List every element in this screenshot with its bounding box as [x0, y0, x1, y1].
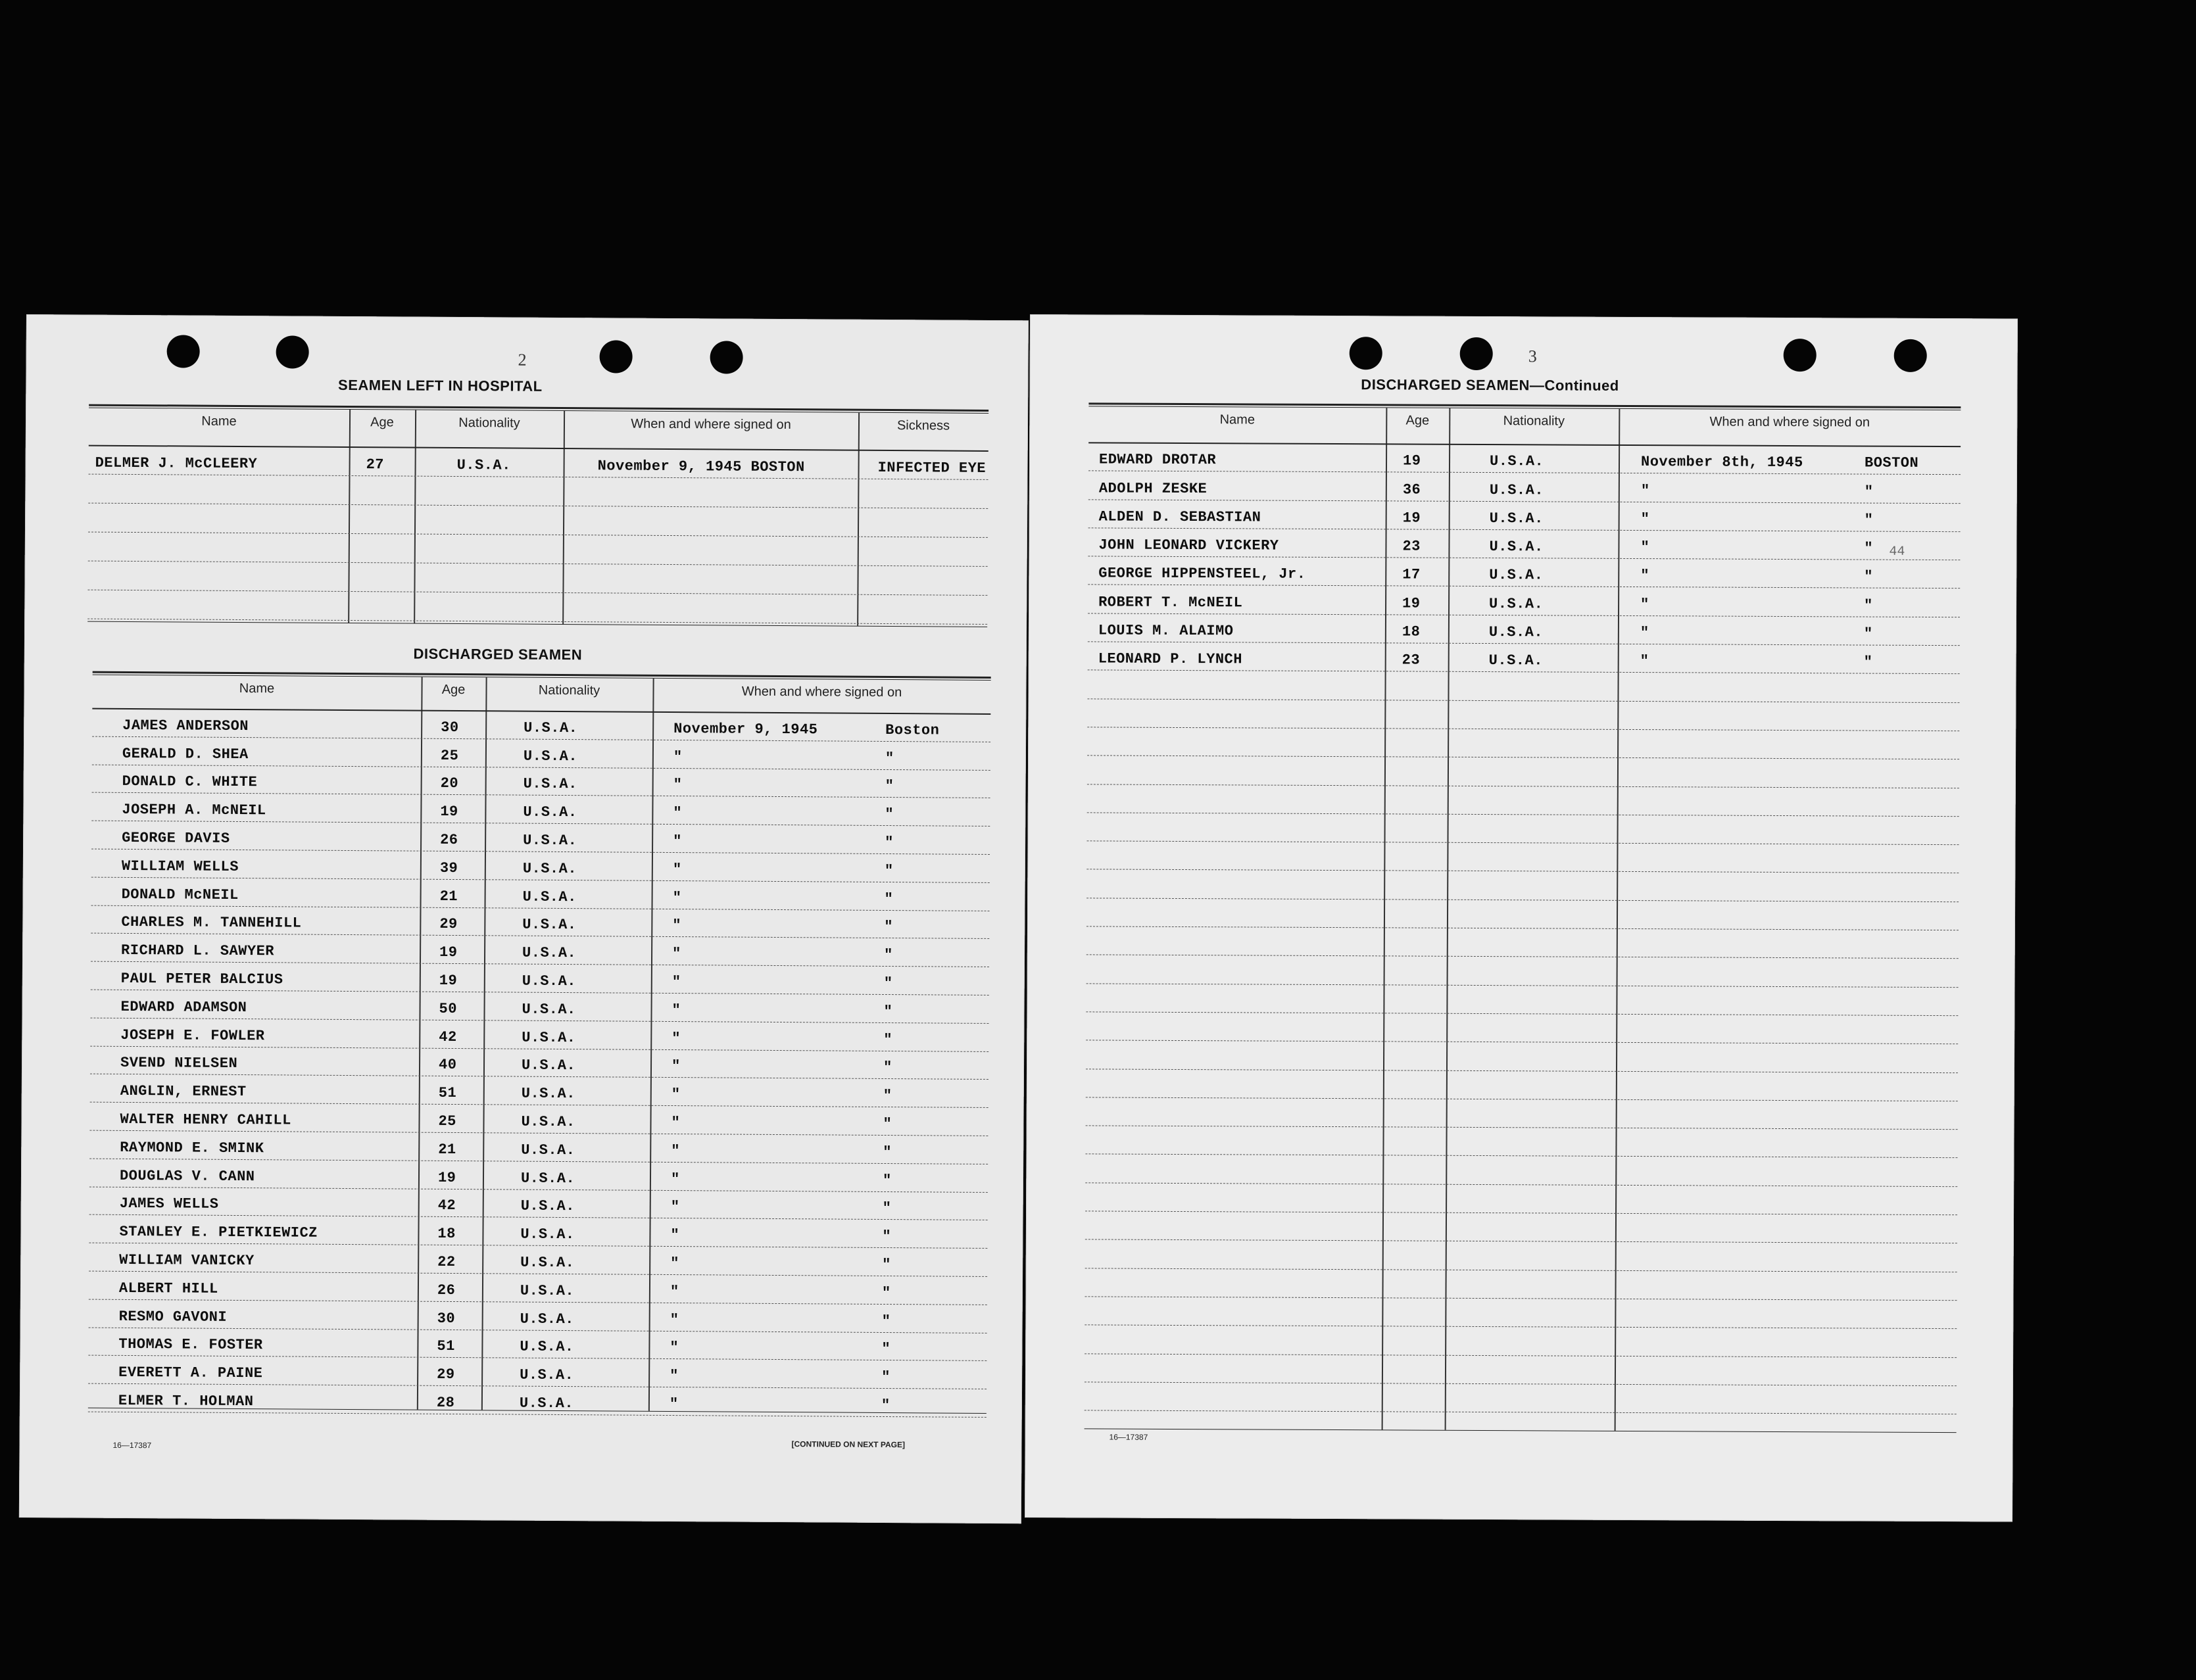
seaman-nationality: U.S.A. — [523, 748, 578, 765]
seaman-name: GEORGE HIPPENSTEEL, Jr. — [1098, 565, 1306, 583]
seaman-nationality: U.S.A. — [1489, 567, 1544, 584]
continued-note: [CONTINUED ON NEXT PAGE] — [791, 1439, 906, 1450]
signed-on-place: " — [881, 1312, 891, 1330]
signed-on-place: " — [883, 1088, 892, 1105]
seaman-name: GERALD D. SHEA — [122, 745, 249, 763]
table-row — [1087, 727, 1959, 759]
signed-on-place: " — [882, 1200, 892, 1217]
signed-on-date: " — [1640, 567, 1650, 585]
seaman-name: JOSEPH A. McNEIL — [122, 802, 266, 819]
seaman-age: 26 — [437, 1282, 456, 1299]
seaman-name: RAYMOND E. SMINK — [120, 1139, 264, 1157]
signed-on-place: " — [883, 1059, 892, 1076]
table-row — [1088, 585, 1960, 617]
seaman-name: JAMES ANDERSON — [122, 717, 249, 734]
discharged-continued-table — [1085, 402, 1961, 1432]
seaman-age: 51 — [438, 1085, 457, 1102]
seaman-nationality: U.S.A. — [520, 1254, 575, 1272]
signed-on-place: " — [883, 1031, 893, 1048]
seaman-nationality: U.S.A. — [520, 1226, 575, 1243]
signed-on-date: " — [673, 777, 683, 794]
seaman-name: WILLIAM VANICKY — [119, 1251, 255, 1270]
signed-on-date: November 9, 1945 — [673, 720, 818, 738]
seaman-age: 42 — [437, 1197, 456, 1214]
table-row — [1086, 1068, 1958, 1101]
seaman-nationality: U.S.A. — [521, 1141, 575, 1159]
signed-on-place: Boston — [885, 721, 940, 739]
table-row — [1087, 812, 1959, 845]
seaman-nationality: U.S.A. — [1489, 595, 1544, 613]
seaman-name: ANGLIN, ERNEST — [120, 1083, 247, 1101]
seaman-age: 42 — [439, 1028, 457, 1045]
table-row — [1086, 1011, 1958, 1044]
column-header: Name — [239, 681, 275, 696]
seaman-age: 29 — [437, 1366, 455, 1383]
seaman-nationality: U.S.A. — [524, 719, 578, 736]
form-number: 16—17387 — [1109, 1432, 1148, 1442]
signed-on-date: " — [1640, 625, 1649, 642]
seaman-name: EDWARD ADAMSON — [120, 998, 247, 1016]
table-row — [1086, 869, 1959, 902]
sickness: INFECTED EYE — [877, 459, 987, 477]
seaman-name: DONALD C. WHITE — [122, 773, 258, 791]
column-header: Age — [1405, 413, 1430, 428]
table-row — [1086, 926, 1959, 959]
signed-on-place: " — [882, 1228, 892, 1245]
right-page — [1025, 314, 2018, 1522]
signed-on-place: " — [881, 1341, 891, 1358]
signed-on-date: " — [672, 889, 682, 906]
seaman-age: 21 — [438, 1141, 456, 1158]
table-row — [1088, 527, 1960, 560]
table-row — [1087, 670, 1959, 703]
seaman-age: 22 — [437, 1253, 456, 1270]
table-row — [1087, 698, 1959, 731]
column-header: Sickness — [896, 418, 950, 433]
signed-on-date: " — [669, 1395, 679, 1413]
table-top-rule — [93, 671, 991, 681]
table-row — [1088, 613, 1960, 646]
seaman-nationality: U.S.A. — [520, 1198, 575, 1215]
seaman-nationality: U.S.A. — [456, 457, 511, 474]
seaman-nationality: U.S.A. — [523, 804, 577, 821]
signed-on-date: " — [671, 1058, 681, 1075]
seaman-age: 40 — [438, 1057, 457, 1074]
margin-mark: 44 — [1889, 544, 1905, 560]
seaman-name: JAMES WELLS — [119, 1195, 219, 1213]
seaman-name: DOUGLAS V. CANN — [119, 1167, 255, 1185]
signed-on-place: " — [884, 862, 894, 879]
seaman-age: 50 — [439, 1000, 458, 1017]
seaman-name: CHARLES M. TANNEHILL — [121, 914, 302, 932]
seaman-age: 28 — [436, 1394, 455, 1411]
seaman-age: 30 — [441, 719, 459, 736]
seaman-nationality: U.S.A. — [520, 1366, 574, 1384]
table-row — [1086, 898, 1959, 930]
signed-on-date: " — [670, 1283, 679, 1300]
seaman-nationality: U.S.A. — [522, 1001, 576, 1018]
signed-on-place: " — [885, 834, 894, 852]
signed-on-date: " — [670, 1311, 679, 1328]
page-number: 2 — [518, 350, 527, 370]
column-header: When and where signed on — [1709, 414, 1870, 430]
table-row — [1086, 841, 1959, 874]
seaman-nationality: U.S.A. — [521, 1057, 576, 1074]
seaman-age: 17 — [1402, 566, 1421, 584]
seaman-nationality: U.S.A. — [522, 888, 577, 905]
seaman-name: RICHARD L. SAWYER — [121, 942, 275, 960]
signed-on-place: " — [883, 1003, 893, 1020]
table-row — [1085, 1239, 1957, 1272]
signed-on-date: " — [672, 861, 682, 878]
seaman-nationality: U.S.A. — [1489, 453, 1544, 470]
seaman-nationality: U.S.A. — [521, 1085, 576, 1103]
seaman-name: ADOLPH ZESKE — [1098, 480, 1208, 497]
seaman-nationality: U.S.A. — [522, 917, 577, 934]
signed-on-place: " — [885, 750, 894, 767]
seaman-name: EDWARD DROTAR — [1098, 451, 1217, 469]
signed-on-date: " — [672, 946, 681, 963]
seaman-age: 23 — [1402, 538, 1421, 555]
seaman-age: 27 — [366, 456, 385, 473]
column-header: Nationality — [458, 416, 520, 431]
seaman-age: 29 — [439, 916, 458, 933]
signed-on-place: " — [1863, 625, 1873, 642]
signed-on-place: " — [885, 806, 894, 823]
table-row — [1088, 499, 1961, 532]
seaman-age: 23 — [1402, 652, 1421, 669]
signed-on-place: " — [1864, 569, 1874, 586]
table-row — [1085, 1296, 1957, 1329]
signed-on-date: " — [673, 805, 683, 822]
table-row — [1085, 1325, 1957, 1358]
table-top-rule — [1088, 402, 1961, 410]
seaman-name: RESMO GAVONI — [118, 1308, 228, 1326]
seaman-name: JOHN LEONARD VICKERY — [1098, 537, 1279, 554]
table-row — [1087, 756, 1959, 788]
seaman-nationality: U.S.A. — [1489, 510, 1544, 527]
table-row — [1086, 955, 1959, 988]
seaman-age: 18 — [1402, 623, 1421, 640]
column-header: When and where signed on — [741, 684, 902, 700]
signed-on-place: " — [1864, 597, 1873, 614]
signed-on-date: " — [671, 974, 681, 991]
seaman-age: 19 — [439, 972, 458, 990]
seaman-age: 25 — [438, 1113, 456, 1130]
table-row — [1086, 983, 1958, 1016]
seaman-nationality: U.S.A. — [523, 776, 577, 793]
seaman-age: 30 — [437, 1310, 456, 1327]
seaman-name: WILLIAM WELLS — [121, 857, 239, 875]
seaman-name: JOSEPH E. FOWLER — [120, 1026, 265, 1044]
signed-on-date: " — [671, 1114, 681, 1132]
column-header: Age — [441, 682, 466, 698]
signed-on-place: " — [1864, 512, 1874, 529]
seaman-name: ALBERT HILL — [118, 1280, 218, 1297]
table-row — [1086, 1097, 1958, 1130]
seaman-nationality: U.S.A. — [522, 1029, 576, 1046]
table-row — [1088, 641, 1960, 674]
signed-on-date: " — [670, 1255, 679, 1272]
punch-hole — [1460, 337, 1493, 370]
left-page — [19, 314, 1029, 1524]
punch-hole — [710, 341, 743, 373]
seaman-nationality: U.S.A. — [520, 1339, 574, 1356]
seaman-age: 19 — [1402, 452, 1421, 469]
seaman-name: GEORGE DAVIS — [122, 829, 230, 847]
discharged-section-title: DISCHARGED SEAMEN — [413, 645, 583, 663]
seaman-nationality: U.S.A. — [520, 1170, 575, 1187]
seaman-name: DELMER J. McCLEERY — [95, 454, 258, 473]
seaman-nationality: U.S.A. — [520, 1310, 574, 1328]
punch-hole — [599, 340, 632, 373]
signed-on-date: " — [1640, 510, 1650, 528]
punch-hole — [276, 335, 309, 368]
signed-on-place: " — [1863, 654, 1873, 671]
signed-on-date: " — [670, 1368, 679, 1385]
signed-on-place: " — [885, 778, 894, 795]
seaman-name: EVERETT A. PAINE — [118, 1364, 263, 1382]
seaman-age: 26 — [440, 831, 458, 849]
table-row — [1085, 1182, 1957, 1215]
signed-on-place: BOSTON — [1864, 454, 1919, 472]
signed-on-place: " — [882, 1256, 891, 1274]
signed-on-date: " — [671, 1142, 681, 1159]
hospital-section-title: SEAMEN LEFT IN HOSPITAL — [337, 376, 543, 395]
table-row — [1088, 471, 1961, 504]
seaman-name: ALDEN D. SEBASTIAN — [1098, 508, 1261, 526]
seaman-name: SVEND NIELSEN — [120, 1055, 238, 1072]
column-header: Name — [1219, 412, 1256, 427]
hospital-table — [87, 404, 988, 627]
signed-on-place: " — [1864, 483, 1874, 500]
seaman-age: 19 — [437, 1169, 456, 1186]
signed-on-date: " — [670, 1339, 679, 1356]
seaman-nationality: U.S.A. — [520, 1282, 575, 1299]
signed-on-place: " — [881, 1369, 891, 1386]
seaman-nationality: U.S.A. — [523, 832, 577, 850]
signed-on-place: " — [884, 890, 894, 907]
signed-on-date: " — [670, 1170, 680, 1188]
seaman-nationality: U.S.A. — [1489, 539, 1544, 556]
column-header: Age — [370, 415, 394, 430]
table-row — [1085, 1353, 1957, 1386]
seaman-nationality: U.S.A. — [519, 1395, 574, 1412]
table-row — [1088, 442, 1961, 475]
column-header: When and where signed on — [631, 416, 791, 433]
signed-on-place: " — [883, 1143, 892, 1161]
table-row — [1086, 1040, 1958, 1073]
seaman-name: WALTER HENRY CAHILL — [120, 1111, 291, 1129]
seaman-nationality: U.S.A. — [522, 972, 577, 990]
signed-on-date: " — [670, 1227, 680, 1244]
seaman-name: STANLEY E. PIETKIEWICZ — [119, 1224, 318, 1241]
seaman-name: LOUIS M. ALAIMO — [1098, 622, 1234, 640]
signed-on-place: " — [882, 1172, 892, 1189]
signed-on-place: " — [881, 1284, 891, 1301]
table-row — [1085, 1211, 1957, 1243]
discharged-table — [88, 671, 991, 1413]
seaman-nationality: U.S.A. — [1489, 481, 1544, 499]
seaman-age: 25 — [440, 747, 459, 764]
signed-on-place: " — [883, 947, 893, 964]
signed-on-place: " — [883, 974, 893, 992]
signed-on-date: " — [670, 1199, 680, 1216]
seaman-nationality: U.S.A. — [521, 1113, 575, 1131]
seaman-name: LEONARD P. LYNCH — [1098, 650, 1242, 668]
signed-on-date: " — [671, 1086, 681, 1103]
form-number: 16—17387 — [112, 1440, 152, 1451]
seaman-age: 36 — [1402, 481, 1421, 498]
seaman-nationality: U.S.A. — [1488, 652, 1543, 669]
signed-on-date: " — [673, 833, 682, 850]
signed-on: November 9, 1945 BOSTON — [597, 458, 805, 476]
table-row — [1085, 1126, 1957, 1159]
page-number: 3 — [1528, 347, 1537, 366]
seaman-age: 20 — [440, 775, 459, 792]
punch-hole — [1350, 337, 1382, 370]
seaman-age: 51 — [437, 1338, 455, 1355]
signed-on-place: " — [884, 919, 894, 936]
punch-hole — [1784, 339, 1817, 372]
table-bottom-rule — [1085, 1428, 1957, 1433]
seaman-name: ROBERT T. McNEIL — [1098, 594, 1243, 612]
signed-on-place: " — [883, 1115, 892, 1133]
discharged-continued-title: DISCHARGED SEAMEN—Continued — [1361, 376, 1619, 394]
seaman-age: 18 — [437, 1226, 456, 1243]
column-header: Name — [201, 414, 237, 429]
punch-hole — [1894, 339, 1927, 372]
signed-on-date: " — [1640, 539, 1650, 556]
signed-on-date: November 8th, 1945 — [1640, 454, 1803, 471]
signed-on-date: " — [671, 1030, 681, 1047]
table-row — [1085, 1381, 1957, 1414]
seaman-age: 19 — [1402, 510, 1421, 527]
signed-on-date: " — [1640, 482, 1650, 499]
table-row — [87, 590, 987, 625]
signed-on-date: " — [1640, 596, 1649, 613]
signed-on-date: " — [672, 917, 682, 934]
signed-on-date: " — [1640, 653, 1649, 670]
column-header: Nationality — [538, 683, 600, 698]
seaman-name: DONALD McNEIL — [121, 886, 239, 903]
table-row — [1085, 1268, 1957, 1301]
seaman-name: THOMAS E. FOSTER — [118, 1336, 263, 1354]
seaman-age: 39 — [439, 859, 458, 876]
signed-on-date: " — [673, 748, 683, 765]
table-row — [1085, 1154, 1957, 1187]
signed-on-place: " — [881, 1397, 891, 1414]
seaman-name: PAUL PETER BALCIUS — [120, 970, 283, 988]
punch-hole — [167, 335, 200, 368]
seaman-age: 19 — [439, 944, 458, 961]
column-header: Nationality — [1503, 414, 1565, 429]
table-row — [1088, 556, 1960, 589]
signed-on-date: " — [671, 1001, 681, 1019]
seaman-age: 19 — [440, 804, 458, 821]
seaman-age: 21 — [439, 888, 458, 905]
seaman-nationality: U.S.A. — [522, 944, 577, 962]
signed-on-place: " — [1864, 540, 1874, 557]
seaman-nationality: U.S.A. — [1488, 624, 1544, 641]
seaman-nationality: U.S.A. — [522, 860, 577, 877]
seaman-name: ELMER T. HOLMAN — [118, 1392, 254, 1410]
seaman-age: 19 — [1402, 595, 1421, 612]
table-row — [1087, 784, 1959, 817]
table-top-rule — [89, 404, 988, 414]
